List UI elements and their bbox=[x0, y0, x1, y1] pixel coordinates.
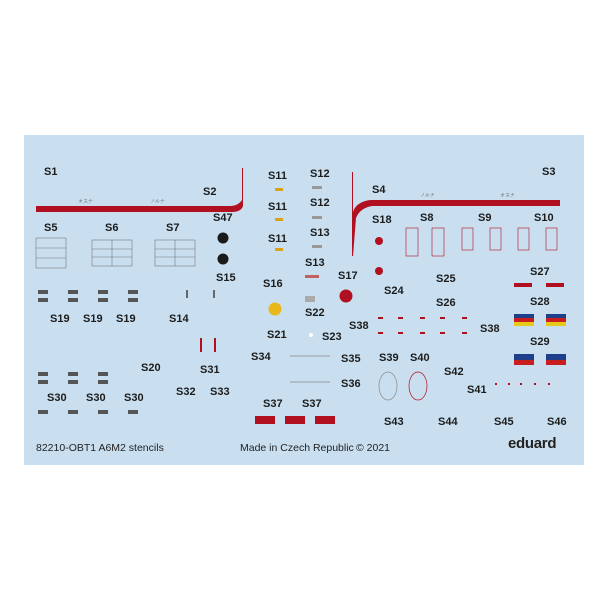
label-s41: S41 bbox=[467, 384, 487, 396]
label-s19: S19 bbox=[50, 313, 70, 325]
label-s13: S13 bbox=[310, 227, 330, 239]
label-s13: S13 bbox=[305, 257, 325, 269]
s37-red-block-decal bbox=[255, 416, 275, 424]
label-s32: S32 bbox=[176, 386, 196, 398]
label-s42: S42 bbox=[444, 366, 464, 378]
label-s23: S23 bbox=[322, 331, 342, 343]
label-s44: S44 bbox=[438, 416, 458, 428]
label-s8: S8 bbox=[420, 212, 434, 224]
s9-decal bbox=[462, 228, 501, 250]
s19-stencil-decal bbox=[38, 290, 138, 302]
label-s26: S26 bbox=[436, 297, 456, 309]
label-s18: S18 bbox=[372, 214, 392, 226]
label-s11: S11 bbox=[268, 233, 287, 245]
s6-stencil-decal bbox=[92, 240, 132, 266]
label-s11: S11 bbox=[268, 170, 287, 182]
s14-stencil-decal bbox=[186, 290, 215, 298]
label-s45: S45 bbox=[494, 416, 514, 428]
label-s19: S19 bbox=[83, 313, 103, 325]
label-s30: S30 bbox=[86, 392, 106, 404]
label-s34: S34 bbox=[251, 351, 271, 363]
s8-decal bbox=[406, 228, 444, 256]
label-s9: S9 bbox=[478, 212, 492, 224]
s17-red-dot-decal bbox=[340, 290, 353, 303]
s16-yellow-dot-decal bbox=[269, 303, 282, 316]
s5-stencil-decal bbox=[36, 238, 66, 268]
s23-decal bbox=[309, 333, 313, 337]
s47-dot-decal bbox=[218, 254, 229, 265]
copyright-text: © 2021 bbox=[356, 442, 391, 454]
label-s20: S20 bbox=[141, 362, 161, 374]
label-s5: S5 bbox=[44, 222, 58, 234]
label-s37: S37 bbox=[263, 398, 283, 410]
label-s10: S10 bbox=[534, 212, 554, 224]
label-s28: S28 bbox=[530, 296, 550, 308]
label-s40: S40 bbox=[410, 352, 430, 364]
label-s12: S12 bbox=[310, 197, 330, 209]
s3-stripe-text: オスナ bbox=[500, 193, 515, 199]
label-s24: S24 bbox=[384, 285, 404, 297]
s29-band-decal bbox=[514, 354, 566, 365]
label-s19: S19 bbox=[116, 313, 136, 325]
label-s12: S12 bbox=[310, 168, 330, 180]
label-s36: S36 bbox=[341, 378, 361, 390]
s7-stencil-decal bbox=[155, 240, 195, 266]
s11-mark-decal bbox=[275, 218, 283, 221]
label-s47: S47 bbox=[213, 212, 233, 224]
label-s3: S3 bbox=[542, 166, 556, 178]
label-s4: S4 bbox=[372, 184, 386, 196]
s13-mark-decal bbox=[312, 245, 322, 248]
s27-red-bar-decal bbox=[546, 283, 564, 287]
label-s30: S30 bbox=[124, 392, 144, 404]
label-s6: S6 bbox=[105, 222, 119, 234]
s13-mark-decal bbox=[305, 275, 319, 278]
s12-mark-decal bbox=[312, 186, 322, 189]
label-s17: S17 bbox=[338, 270, 358, 282]
label-s2: S2 bbox=[203, 186, 217, 198]
s10-decal bbox=[518, 228, 557, 250]
label-s38: S38 bbox=[349, 320, 369, 332]
made-in-text: Made in Czech Republic bbox=[240, 442, 354, 454]
label-s14: S14 bbox=[169, 313, 189, 325]
s11-mark-decal bbox=[275, 248, 283, 251]
s28-band-decal bbox=[514, 314, 566, 326]
brand-logo: eduard bbox=[508, 435, 557, 452]
label-s25: S25 bbox=[436, 273, 456, 285]
label-s46: S46 bbox=[547, 416, 567, 428]
s18-red-dot-decal bbox=[375, 237, 383, 245]
label-s35: S35 bbox=[341, 353, 361, 365]
label-s22: S22 bbox=[305, 307, 325, 319]
s22-decal bbox=[305, 296, 315, 302]
s18-red-dot-decal bbox=[375, 267, 383, 275]
label-s43: S43 bbox=[384, 416, 404, 428]
label-s15: S15 bbox=[216, 272, 236, 284]
s27-red-bar-decal bbox=[514, 283, 532, 287]
s4-stripe-text: ノルナ bbox=[420, 193, 435, 199]
s40-oval-decal bbox=[409, 372, 427, 400]
label-s33: S33 bbox=[210, 386, 230, 398]
label-s30: S30 bbox=[47, 392, 67, 404]
label-s16: S16 bbox=[263, 278, 283, 290]
s38-dash-decal bbox=[378, 317, 467, 334]
s41-dot-decal bbox=[495, 383, 550, 385]
s2-stripe-text: ノルナ bbox=[150, 199, 165, 205]
s1-stripe-text: オスナ bbox=[78, 199, 93, 205]
s37-red-block-decal bbox=[315, 416, 335, 424]
s11-mark-decal bbox=[275, 188, 283, 191]
sheet-code: 82210-OBT1 A6M2 stencils bbox=[36, 442, 164, 454]
label-s38: S38 bbox=[480, 323, 500, 335]
label-s31: S31 bbox=[200, 364, 220, 376]
label-s27: S27 bbox=[530, 266, 550, 278]
label-s7: S7 bbox=[166, 222, 180, 234]
label-s37: S37 bbox=[302, 398, 322, 410]
label-s29: S29 bbox=[530, 336, 550, 348]
label-s11: S11 bbox=[268, 201, 287, 213]
label-s21: S21 bbox=[267, 329, 287, 341]
label-s1: S1 bbox=[44, 166, 58, 178]
s31-stencil-decal bbox=[200, 338, 216, 352]
s37-red-block-decal bbox=[285, 416, 305, 424]
s12-mark-decal bbox=[312, 216, 322, 219]
s39-oval-decal bbox=[379, 372, 397, 400]
s47-dot-decal bbox=[218, 233, 229, 244]
label-s39: S39 bbox=[379, 352, 399, 364]
